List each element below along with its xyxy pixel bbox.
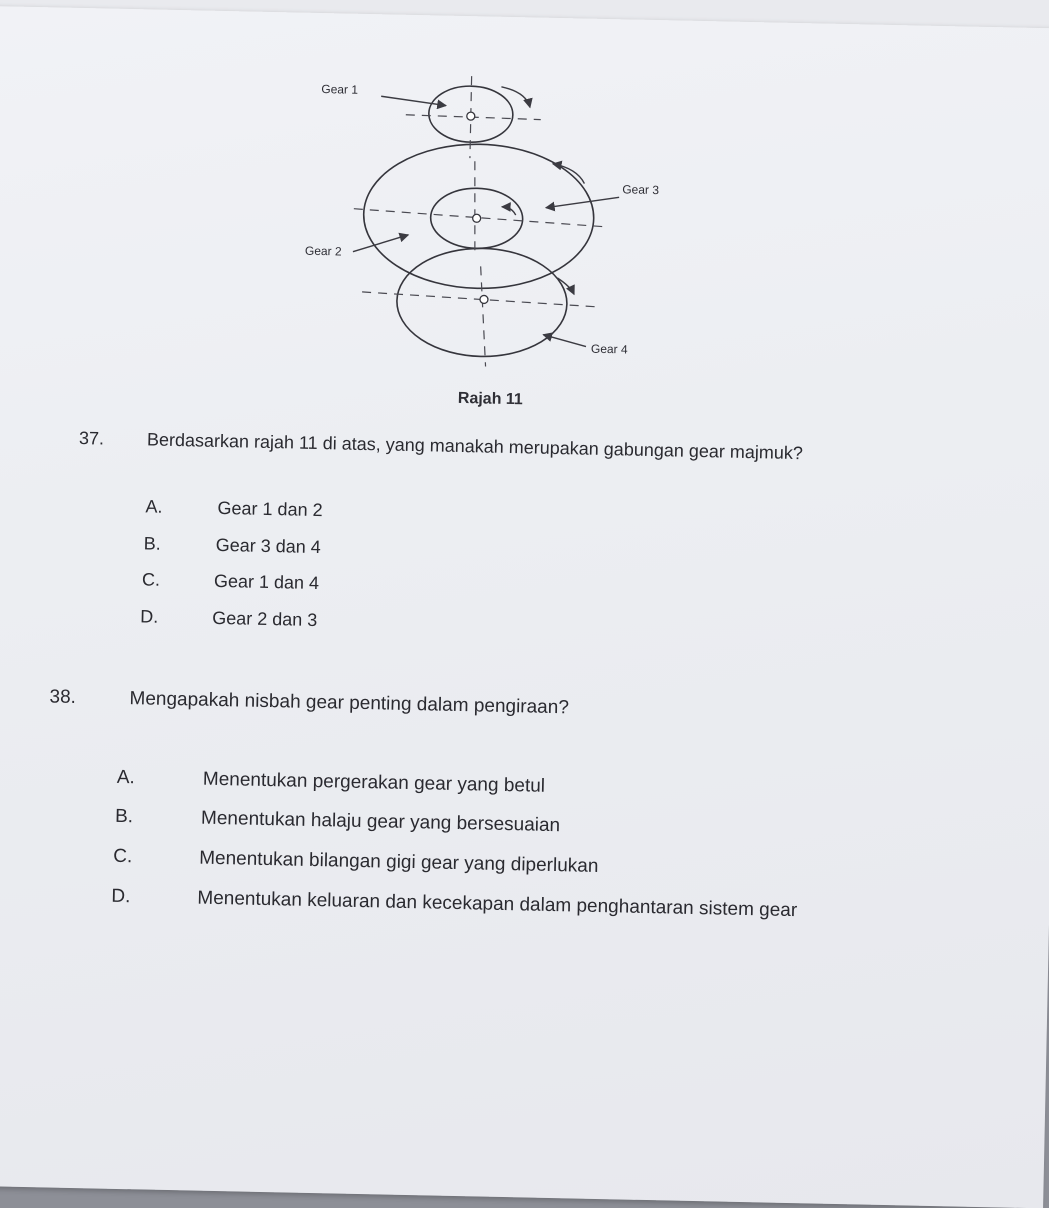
option-letter: A.	[116, 766, 136, 789]
gear-1-label: Gear 1	[321, 82, 359, 97]
question-number: 38.	[49, 686, 77, 708]
option-letter: D.	[140, 606, 159, 627]
gear-2-rotation-arrow	[502, 207, 516, 215]
option-text: Gear 3 dan 4	[215, 534, 322, 558]
option-text: Gear 1 dan 2	[217, 497, 323, 521]
option-text: Menentukan halaju gear yang bersesuaian	[200, 807, 561, 837]
gear-3-rotation-arrow	[552, 164, 584, 184]
question-text: Berdasarkan rajah 11 di atas, yang manakah merupakan gabungan gear majmuk?	[146, 429, 804, 464]
option-text: Menentukan bilangan gigi gear yang diperlukan	[198, 847, 599, 877]
option-letter: D.	[111, 885, 131, 908]
worksheet-page	[0, 6, 1049, 1208]
gear-diagram	[280, 62, 707, 391]
option-text: Gear 2 dan 3	[212, 607, 318, 631]
option-text: Gear 1 dan 4	[213, 570, 320, 594]
gear-3-label-arrow	[546, 196, 619, 210]
gear-3-label: Gear 3	[622, 182, 660, 198]
option-letter: B.	[114, 805, 134, 828]
option-text: Menentukan pergerakan gear yang betul	[202, 768, 546, 797]
question-text: Mengapakah nisbah gear penting dalam pengiraan?	[129, 688, 570, 719]
option-letter: C.	[113, 845, 133, 868]
gear-1-rotation-arrow	[501, 87, 530, 108]
gear-2-label-arrow	[353, 234, 408, 253]
option-text: Menentukan keluaran dan kecekapan dalam penghantaran sistem gear	[197, 887, 798, 922]
option-letter: B.	[143, 533, 162, 554]
option-letter: A.	[145, 496, 163, 517]
gear-4-label: Gear 4	[590, 341, 628, 357]
figure-caption: Rajah 11	[457, 389, 523, 409]
option-letter: C.	[141, 569, 161, 590]
gear-2-label: Gear 2	[304, 243, 342, 259]
question-number: 37.	[78, 428, 105, 449]
gear-4-label-arrow	[543, 335, 586, 347]
